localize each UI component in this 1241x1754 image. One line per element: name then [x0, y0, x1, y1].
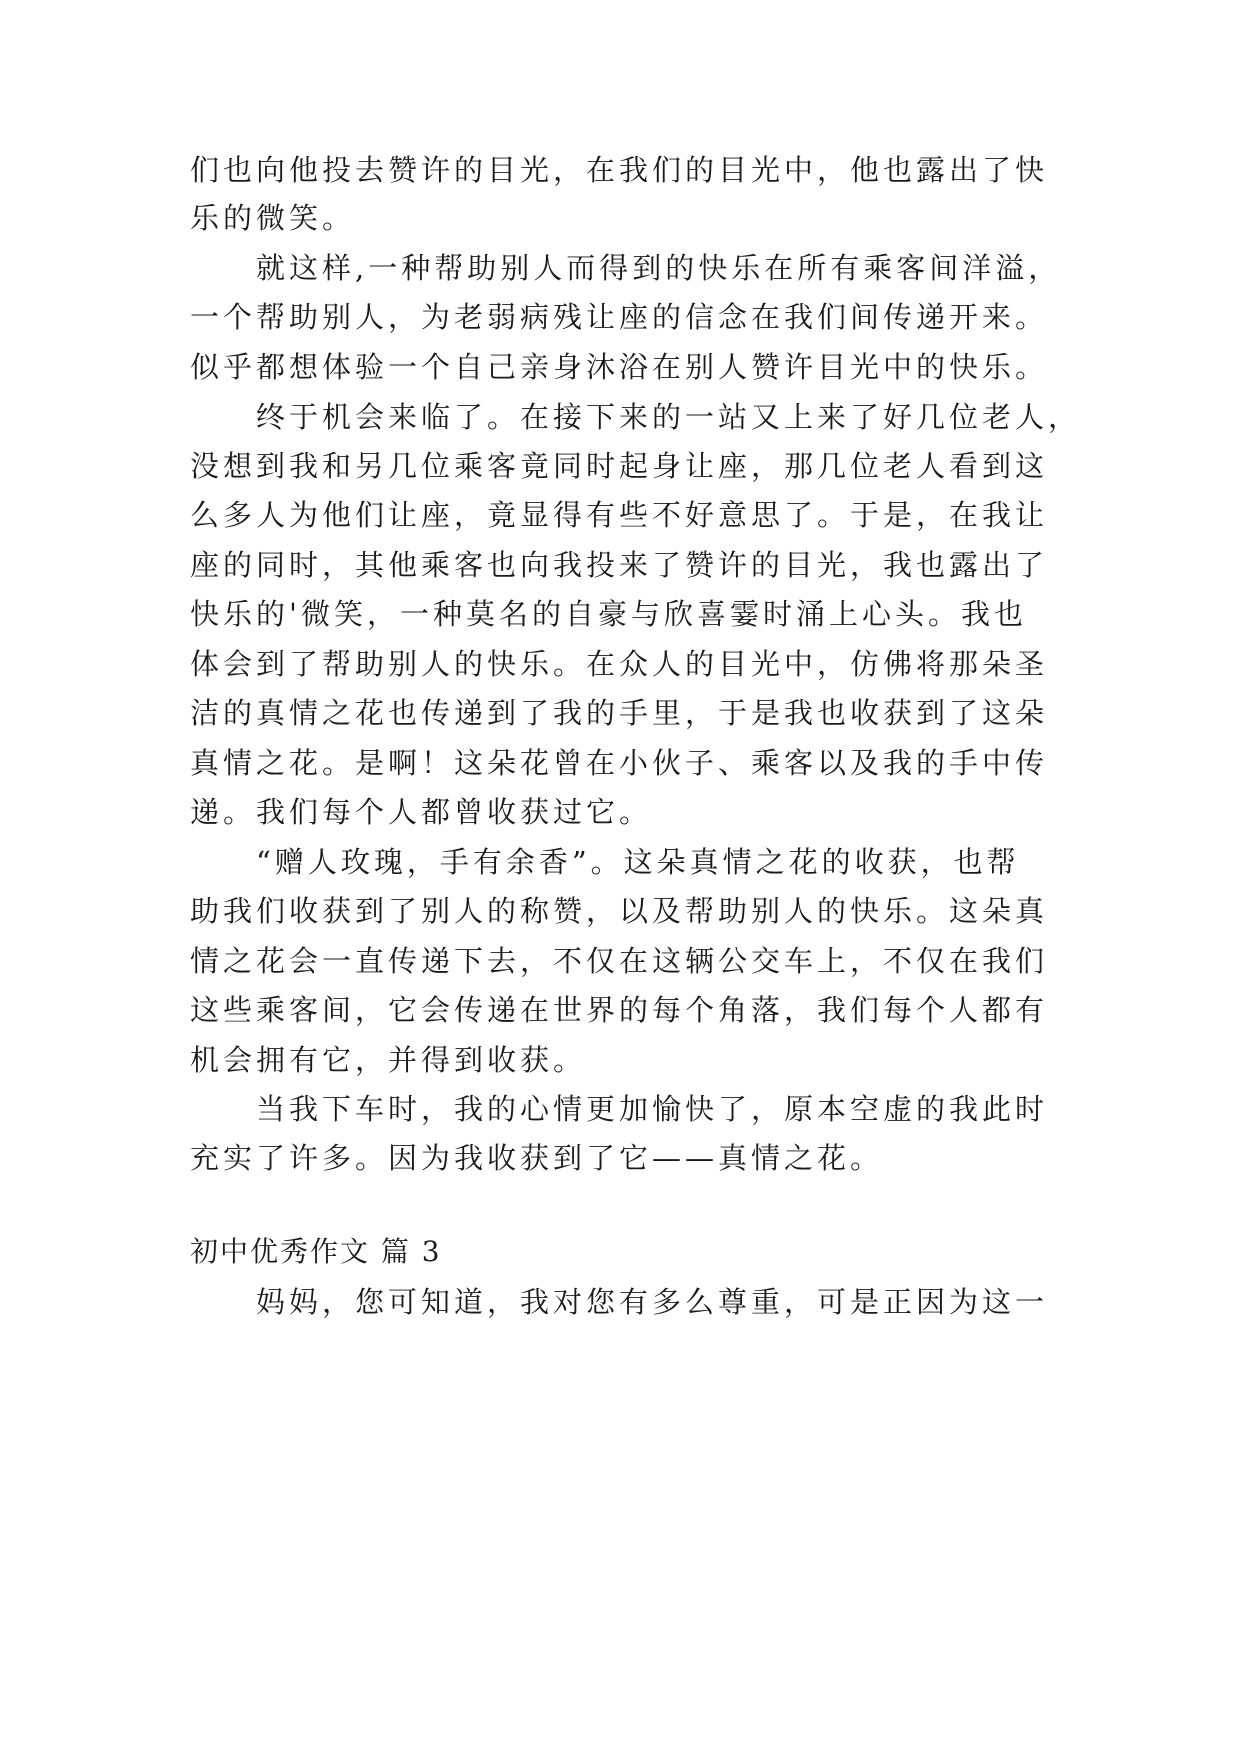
paragraph-start: 当我下车时，我的心情更加愉快了，原本空虚的我此时: [256, 1092, 1049, 1126]
text-line: 一个帮助别人，为老弱病残让座的信念在我们间传递开来。: [190, 300, 1049, 334]
text-line: 机会拥有它，并得到收获。: [190, 1043, 587, 1077]
section-heading: 初中优秀作文 篇 3: [190, 1235, 442, 1268]
paragraph-start: 妈妈，您可知道，我对您有多么尊重，可是正因为这一: [256, 1285, 1049, 1319]
text-line: 似乎都想体验一个自己亲身沐浴在别人赞许目光中的快乐。: [190, 350, 1049, 384]
text-line: 真情之花。是啊！这朵花曾在小伙子、乘客以及我的手中传: [190, 746, 1049, 780]
text-line: 快乐的'微笑，一种莫名的自豪与欣喜霎时涌上心头。我也: [190, 597, 1027, 631]
text-line: 洁的真情之花也传递到了我的手里，于是我也收获到了这朵: [190, 696, 1049, 730]
text-line: 么多人为他们让座，竟显得有些不好意思了。于是，在我让: [190, 498, 1049, 532]
text-line: 乐的微笑。: [190, 201, 356, 235]
text-line: 没想到我和另几位乘客竟同时起身让座，那几位老人看到这: [190, 449, 1049, 483]
paragraph-start: 终于机会来临了。在接下来的一站又上来了好几位老人，: [256, 400, 1082, 434]
text-line: 们也向他投去赞许的目光，在我们的目光中，他也露出了快: [190, 153, 1049, 187]
text-line: 充实了许多。因为我收获到了它——真情之花。: [190, 1141, 884, 1175]
paragraph-start: “赠人玫瑰，手有余香”。这朵真情之花的收获，也帮: [256, 845, 1020, 879]
text-line: 体会到了帮助别人的快乐。在众人的目光中，仿佛将那朵圣: [190, 647, 1049, 681]
text-line: 座的同时，其他乘客也向我投来了赞许的目光，我也露出了: [190, 548, 1049, 582]
paragraph-start: 就这样,一种帮助别人而得到的快乐在所有乘客间洋溢，: [256, 251, 1062, 285]
text-line: 助我们收获到了别人的称赞，以及帮助别人的快乐。这朵真: [190, 894, 1049, 928]
text-line: 情之花会一直传递下去，不仅在这辆公交车上，不仅在我们: [190, 944, 1049, 978]
text-line: 这些乘客间，它会传递在世界的每个角落，我们每个人都有: [190, 993, 1049, 1027]
text-line: 递。我们每个人都曾收获过它。: [190, 795, 653, 829]
